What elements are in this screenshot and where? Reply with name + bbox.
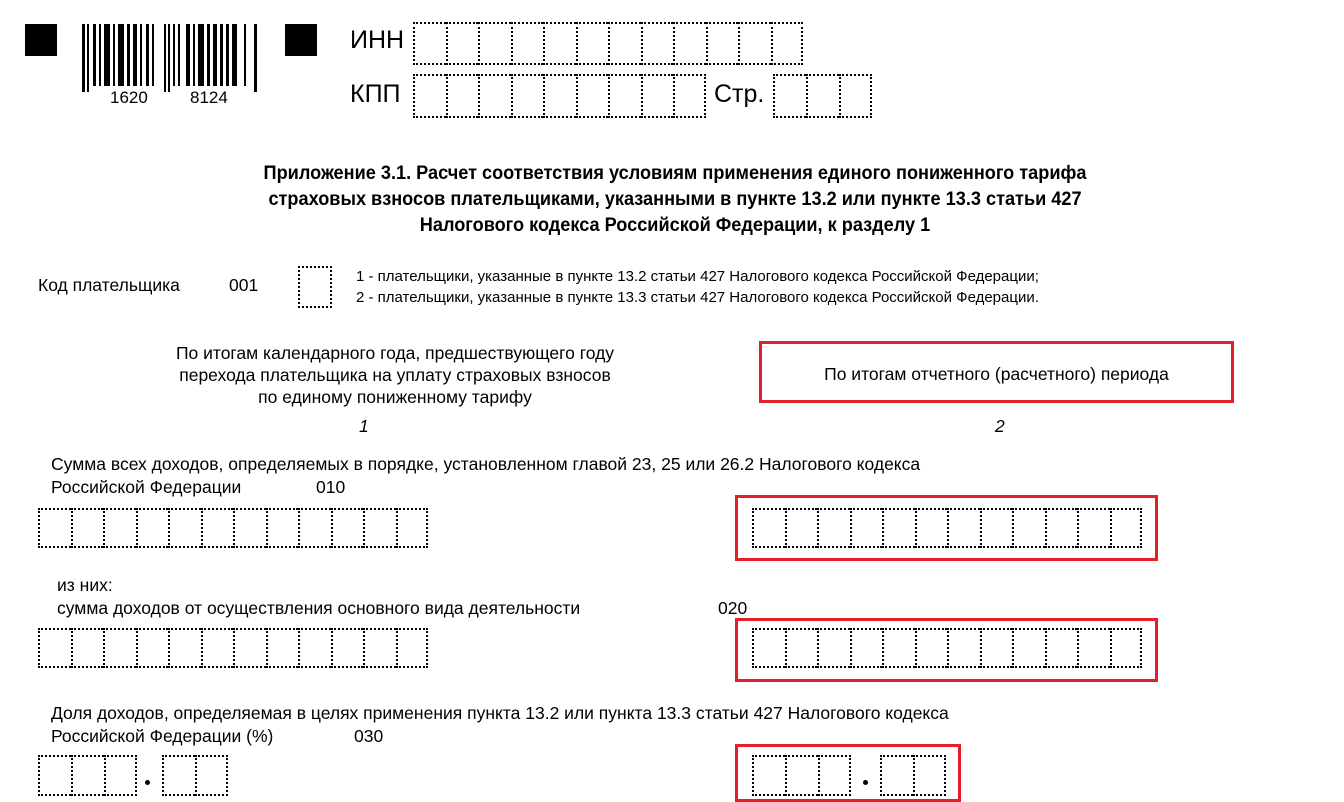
digit-cell[interactable]: [511, 74, 544, 118]
digit-cell[interactable]: [136, 508, 169, 548]
column-1-header-line-3: по единому пониженному тарифу: [258, 387, 532, 407]
digit-cell[interactable]: [915, 628, 948, 668]
digit-cell[interactable]: [298, 628, 331, 668]
page-number-field[interactable]: [773, 74, 872, 118]
column-1-number: 1: [359, 416, 369, 436]
digit-cell[interactable]: [1110, 628, 1143, 668]
digit-cell[interactable]: [1077, 508, 1110, 548]
column-1-header-line-1: По итогам календарного года, предшествующего году: [175, 343, 615, 363]
digit-cell[interactable]: [818, 755, 851, 796]
digit-cell[interactable]: [396, 628, 429, 668]
payer-code-label: Код плательщика: [38, 275, 180, 295]
digit-cell[interactable]: [71, 628, 104, 668]
inn-label: ИНН: [350, 26, 405, 54]
digit-cell[interactable]: [673, 74, 706, 118]
digit-cell[interactable]: [103, 508, 136, 548]
kpp-label: КПП: [350, 80, 401, 108]
digit-cell[interactable]: [233, 628, 266, 668]
digit-cell[interactable]: [771, 22, 804, 65]
row-030-col2-integer-field[interactable]: [752, 755, 851, 796]
row-030-label-line-1: Доля доходов, определяемая в целях применения пункта 13.2 или пункта 13.3 статьи 427 Налогового кодекса: [51, 703, 949, 723]
digit-cell[interactable]: [543, 22, 576, 65]
digit-cell[interactable]: [71, 755, 104, 796]
digit-cell[interactable]: [752, 755, 785, 796]
column-2-header: По итогам отчетного (расчетного) периода: [824, 364, 1169, 384]
row-010-col2-field[interactable]: [752, 508, 1142, 548]
digit-cell[interactable]: [266, 628, 299, 668]
digit-cell[interactable]: [806, 74, 839, 118]
inn-field[interactable]: [413, 22, 803, 65]
digit-cell[interactable]: [738, 22, 771, 65]
digit-cell[interactable]: [195, 755, 228, 796]
page-label: Стр.: [714, 80, 765, 108]
digit-cell[interactable]: [413, 74, 446, 118]
row-010-label-line-2: Российской Федерации: [51, 477, 242, 497]
digit-cell[interactable]: [608, 74, 641, 118]
kpp-field[interactable]: [413, 74, 706, 118]
digit-cell[interactable]: [446, 74, 479, 118]
alignment-marker-left: [25, 24, 57, 56]
row-020-label: сумма доходов от осуществления основного вида деятельности: [57, 598, 581, 618]
digit-cell[interactable]: [839, 74, 872, 118]
digit-cell[interactable]: [38, 628, 71, 668]
digit-cell[interactable]: [38, 755, 71, 796]
digit-cell[interactable]: [785, 755, 818, 796]
digit-cell[interactable]: [752, 628, 785, 668]
alignment-marker-right: [285, 24, 317, 56]
digit-cell[interactable]: [1045, 628, 1078, 668]
digit-cell[interactable]: [980, 628, 1013, 668]
digit-cell[interactable]: [1077, 628, 1110, 668]
digit-cell[interactable]: [850, 508, 883, 548]
payer-code-option-2: 2 - плательщики, указанные в пункте 13.3 статьи 427 Налогового кодекса Российской Федерации.: [356, 289, 1039, 306]
digit-cell[interactable]: [543, 74, 576, 118]
digit-cell[interactable]: [915, 508, 948, 548]
digit-cell[interactable]: [880, 755, 913, 796]
digit-cell[interactable]: [980, 508, 1013, 548]
digit-cell[interactable]: [1012, 628, 1045, 668]
digit-cell[interactable]: [413, 22, 446, 65]
page-title: [140, 160, 1210, 238]
row-020-col2-field[interactable]: [752, 628, 1142, 668]
digit-cell[interactable]: [162, 755, 195, 796]
digit-cell[interactable]: [752, 508, 785, 548]
digit-cell[interactable]: [446, 22, 479, 65]
column-1-header-line-2: перехода плательщика на уплату страховых взносов: [179, 365, 611, 385]
row-030-col2-decimal-field[interactable]: [880, 755, 946, 796]
payer-code-number: 001: [229, 275, 259, 295]
title-line-3: Налогового кодекса Российской Федерации, к разделу 1: [419, 214, 931, 236]
digit-cell[interactable]: [947, 508, 980, 548]
row-010-col1-field[interactable]: [38, 508, 428, 548]
digit-cell[interactable]: [331, 508, 364, 548]
row-030-code: 030: [354, 726, 384, 746]
column-2-number: 2: [995, 416, 1005, 436]
digit-cell[interactable]: [478, 22, 511, 65]
digit-cell[interactable]: [331, 628, 364, 668]
digit-cell[interactable]: [817, 628, 850, 668]
barcode-right-digits: 8124: [190, 88, 228, 107]
digit-cell[interactable]: [641, 74, 674, 118]
barcode: [82, 24, 262, 92]
digit-cell[interactable]: [168, 628, 201, 668]
digit-cell[interactable]: [947, 628, 980, 668]
row-030-col1-decimal-field[interactable]: [162, 755, 228, 796]
payer-code-option-1: 1 - плательщики, указанные в пункте 13.2 статьи 427 Налогового кодекса Российской Федерации;: [356, 268, 1039, 285]
row-020-prefix: из них:: [57, 575, 113, 595]
digit-cell[interactable]: [201, 508, 234, 548]
digit-cell[interactable]: [396, 508, 429, 548]
row-010-label-line-1: Сумма всех доходов, определяемых в порядке, установленном главой 23, 25 или 26.2 Налогового кодекса: [51, 454, 921, 474]
digit-cell[interactable]: [576, 22, 609, 65]
digit-cell[interactable]: [298, 266, 332, 308]
decimal-point-icon: [863, 780, 868, 785]
digit-cell[interactable]: [706, 22, 739, 65]
digit-cell[interactable]: [363, 628, 396, 668]
digit-cell[interactable]: [817, 508, 850, 548]
digit-cell[interactable]: [576, 74, 609, 118]
digit-cell[interactable]: [882, 628, 915, 668]
digit-cell[interactable]: [104, 755, 137, 796]
column-1-header: [95, 342, 695, 408]
digit-cell[interactable]: [201, 628, 234, 668]
digit-cell[interactable]: [608, 22, 641, 65]
digit-cell[interactable]: [38, 508, 71, 548]
digit-cell[interactable]: [363, 508, 396, 548]
digit-cell[interactable]: [785, 508, 818, 548]
digit-cell[interactable]: [233, 508, 266, 548]
title-line-1: Приложение 3.1. Расчет соответствия условиям применения единого пониженного тарифа: [263, 162, 1087, 184]
digit-cell[interactable]: [478, 74, 511, 118]
digit-cell[interactable]: [850, 628, 883, 668]
digit-cell[interactable]: [71, 508, 104, 548]
digit-cell[interactable]: [1110, 508, 1143, 548]
digit-cell[interactable]: [136, 628, 169, 668]
digit-cell[interactable]: [168, 508, 201, 548]
row-020-col1-field[interactable]: [38, 628, 428, 668]
digit-cell[interactable]: [773, 74, 806, 118]
title-line-2: страховых взносов плательщиками, указанными в пункте 13.2 или пункте 13.3 статьи 427: [268, 188, 1082, 210]
digit-cell[interactable]: [1012, 508, 1045, 548]
digit-cell[interactable]: [103, 628, 136, 668]
row-030-label-line-2: Российской Федерации (%): [51, 726, 274, 746]
digit-cell[interactable]: [882, 508, 915, 548]
digit-cell[interactable]: [641, 22, 674, 65]
digit-cell[interactable]: [1045, 508, 1078, 548]
digit-cell[interactable]: [673, 22, 706, 65]
decimal-point-icon: [145, 780, 150, 785]
digit-cell[interactable]: [785, 628, 818, 668]
digit-cell[interactable]: [511, 22, 544, 65]
row-030-col1-integer-field[interactable]: [38, 755, 137, 796]
barcode-left-digits: 1620: [110, 88, 148, 107]
row-010-code: 010: [316, 477, 346, 497]
digit-cell[interactable]: [266, 508, 299, 548]
payer-code-field[interactable]: [298, 266, 332, 308]
digit-cell[interactable]: [298, 508, 331, 548]
digit-cell[interactable]: [913, 755, 946, 796]
row-020-code: 020: [718, 598, 748, 618]
